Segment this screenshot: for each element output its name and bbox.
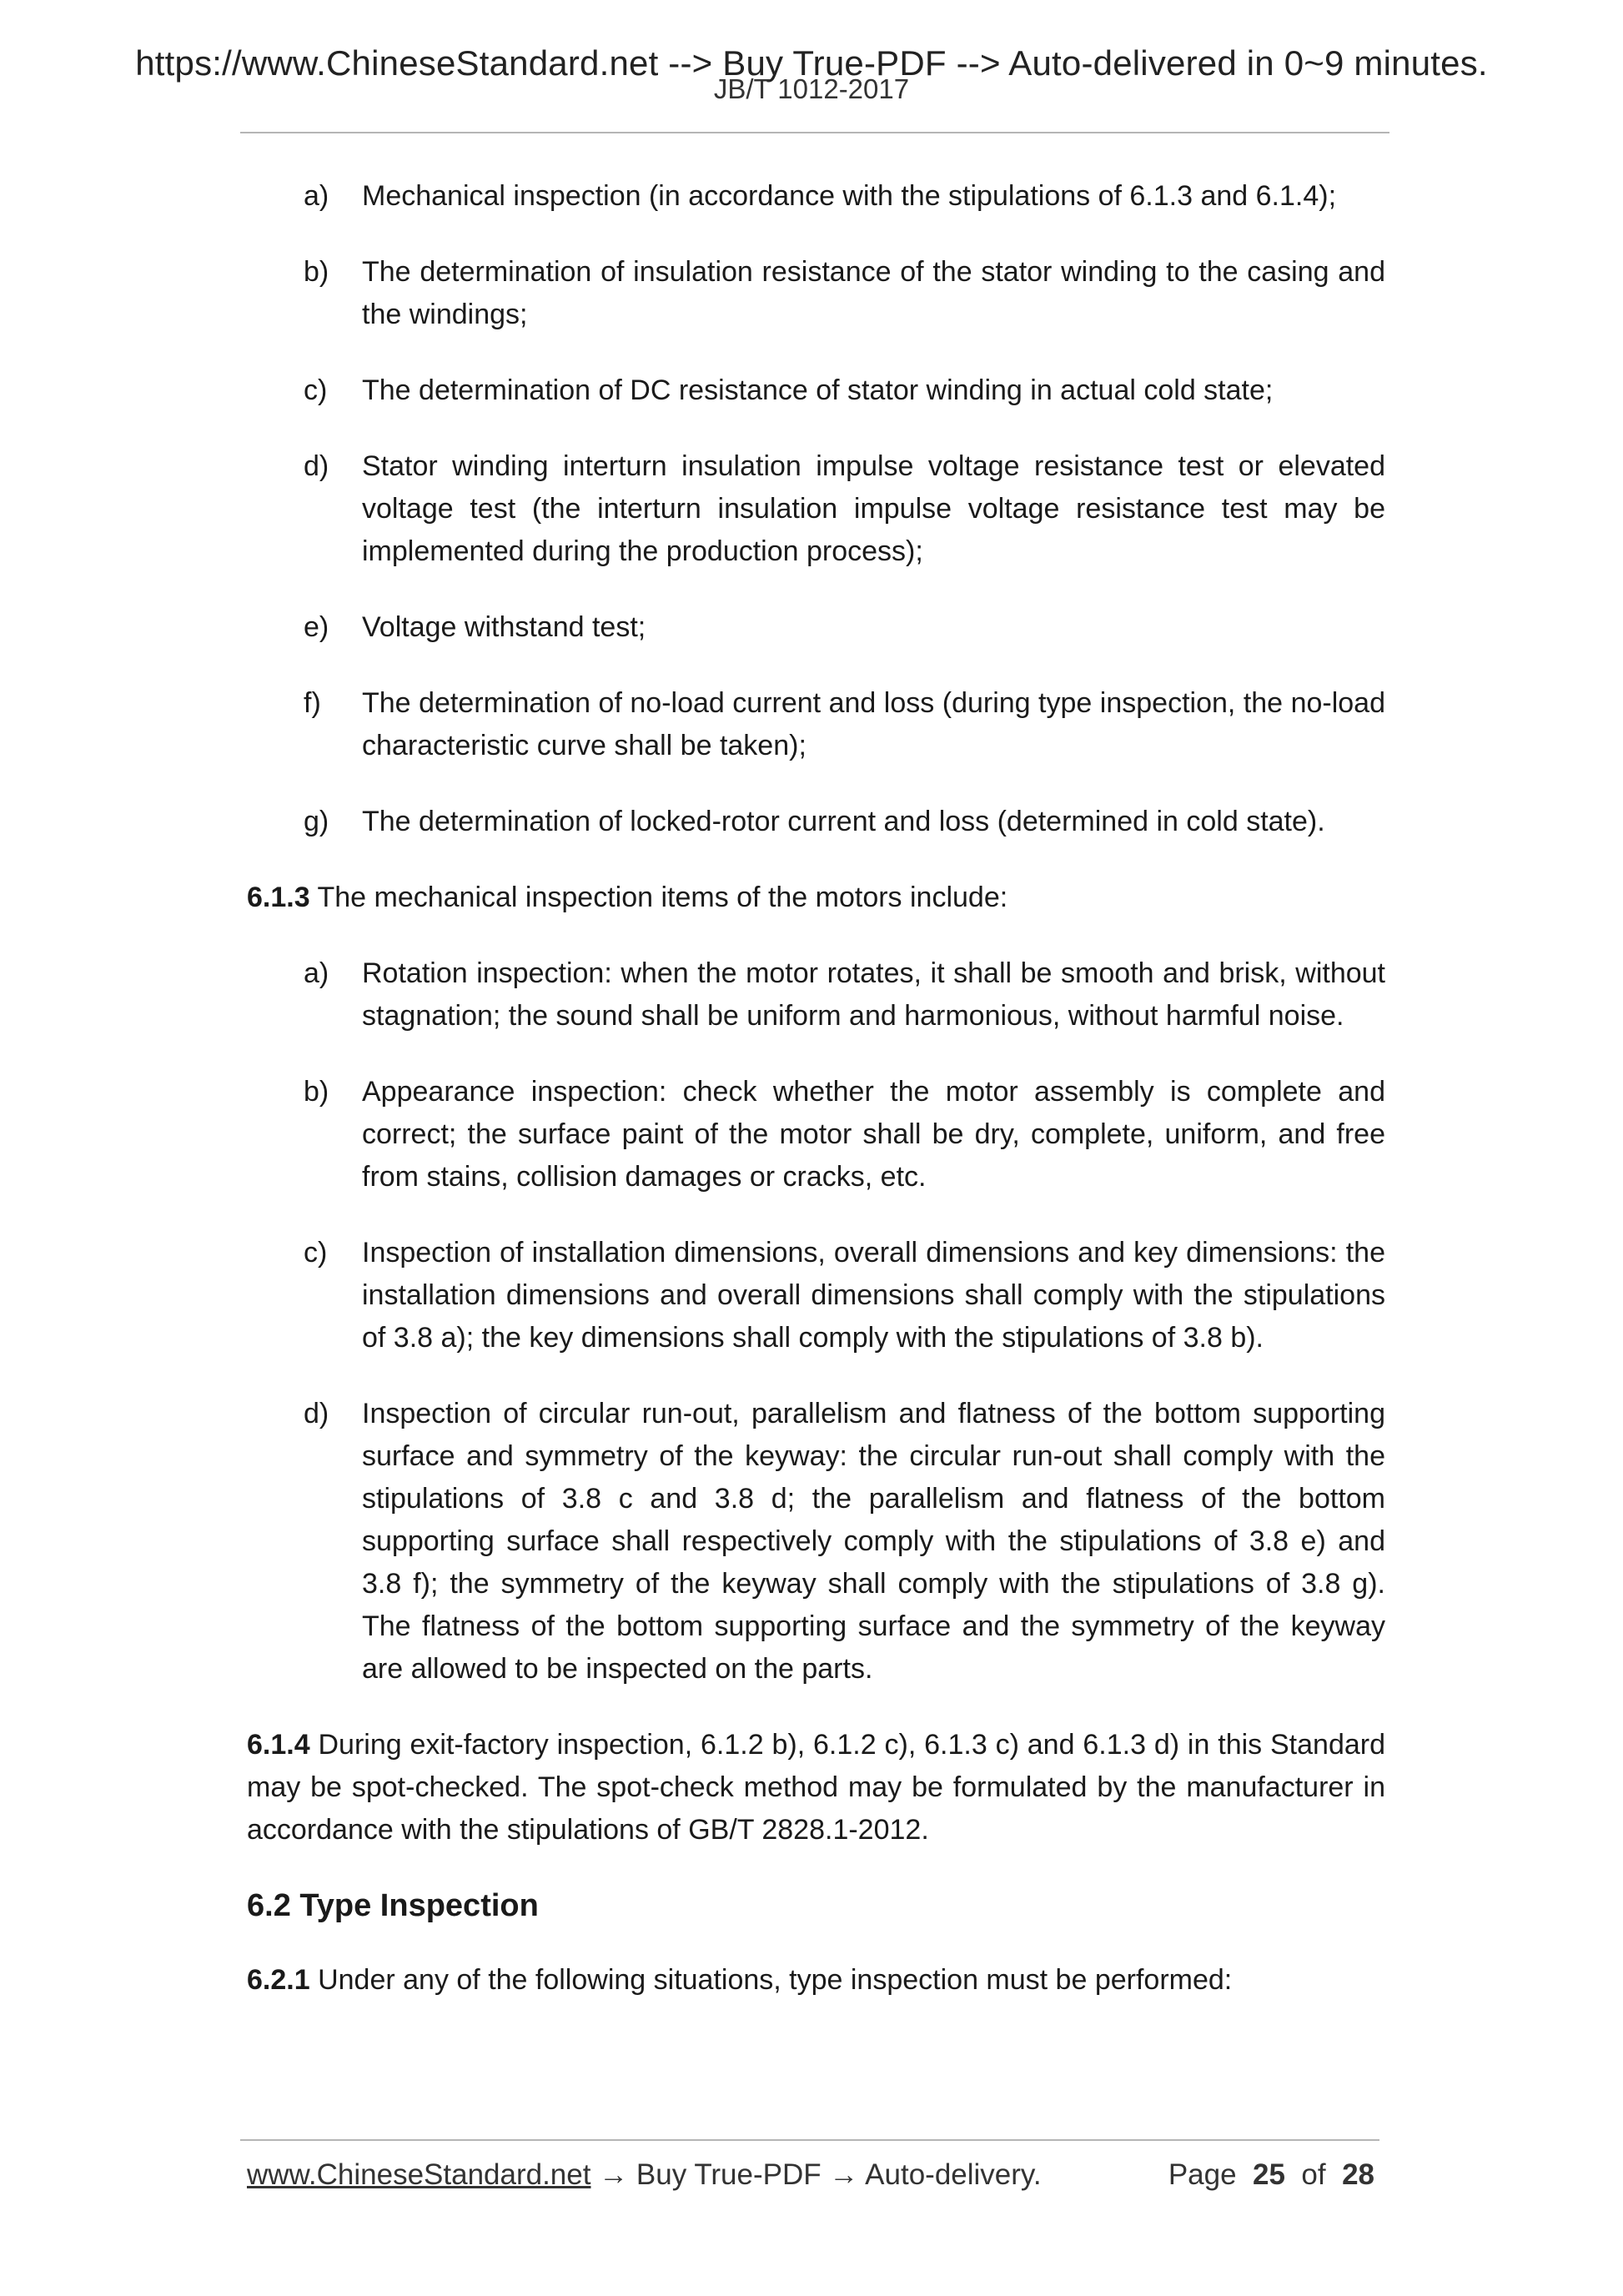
list-marker: g) <box>304 806 329 837</box>
list-item-text: The determination of locked-rotor current and loss (determined in cold state). <box>362 806 1325 837</box>
total-pages: 28 <box>1342 2158 1374 2191</box>
list-item <box>247 445 1385 573</box>
list-item <box>247 175 1385 218</box>
list-item <box>247 952 1385 1037</box>
list-item-text: Rotation inspection: when the motor rotates, it shall be smooth and brisk, without stagnation; the sound shall be uniform and harmonious, without harmful noise. <box>362 957 1385 1032</box>
list-item-text: Stator winding interturn insulation impulse voltage resistance test or elevated voltage test (the interturn insulation impulse voltage resistance test may be implemented during the production process); <box>362 450 1385 567</box>
clause-6-1-4 <box>247 1724 1385 1851</box>
footer-tagline: → Buy True-PDF → Auto-delivery. <box>590 2158 1042 2191</box>
page-label: Page <box>1168 2158 1237 2191</box>
page-body <box>247 175 1385 2035</box>
mechanical-inspection-list <box>247 952 1385 1691</box>
list-marker: d) <box>304 1398 329 1429</box>
list-marker: e) <box>304 611 329 643</box>
list-marker: b) <box>304 256 329 288</box>
list-item <box>247 801 1385 843</box>
clause-text: During exit-factory inspection, 6.1.2 b), 6.1.2 c), 6.1.3 c) and 6.1.3 d) in this Standard may be spot-checked. The spot-check method may be formulated by the manufacturer in accordance with the stipulations of GB/T 2828.1-2012. <box>247 1729 1385 1846</box>
list-item <box>247 1232 1385 1359</box>
clause-number: 6.2.1 <box>247 1964 310 1996</box>
list-item <box>247 606 1385 649</box>
site-link[interactable]: www.ChineseStandard.net <box>247 2158 591 2191</box>
list-marker: d) <box>304 450 329 482</box>
list-item-text: Inspection of installation dimensions, overall dimensions and key dimensions: the installation dimensions and overall dimensions shall comply with the stipulations of 3.8 a); the key dimensions shall comply with the stipulations of 3.8 b). <box>362 1237 1385 1354</box>
source-banner: https://www.ChineseStandard.net --> Buy True-PDF --> Auto-delivered in 0~9 minutes. <box>135 43 1488 83</box>
header-divider <box>240 132 1389 133</box>
clause-6-1-3 <box>247 877 1385 919</box>
list-item-text: The determination of insulation resistance of the stator winding to the casing and the windings; <box>362 256 1385 330</box>
list-item-text: Voltage withstand test; <box>362 611 646 643</box>
list-item-text: The determination of no-load current and loss (during type inspection, the no-load characteristic curve shall be taken); <box>362 687 1385 761</box>
of-label: of <box>1301 2158 1326 2191</box>
list-item <box>247 369 1385 412</box>
clause-6-2-1 <box>247 1959 1385 2002</box>
clause-number: 6.1.4 <box>247 1729 310 1761</box>
clause-number: 6.1.3 <box>247 882 310 913</box>
list-marker: c) <box>304 374 328 406</box>
list-marker: c) <box>304 1237 328 1269</box>
list-item-text: Inspection of circular run-out, parallelism and flatness of the bottom supporting surface and symmetry of the keyway: the circular run-out shall comply with the stipulations of 3.8 c and 3.8 d; the parallelism and flatness of the bottom supporting surface shall respectively comply with the stipulations of 3.8 e) and 3.8 f); the symmetry of the keyway shall comply with the stipulations of 3.8 g). The flatness of the bottom supporting surface and the symmetry of the keyway are allowed to be inspected on the parts. <box>362 1398 1385 1685</box>
section-heading: 6.2 Type Inspection <box>247 1888 539 1923</box>
list-marker: a) <box>304 180 329 212</box>
clause-text: The mechanical inspection items of the motors include: <box>309 882 1008 913</box>
list-item-text: Mechanical inspection (in accordance with the stipulations of 6.1.3 and 6.1.4); <box>362 180 1337 212</box>
list-item <box>247 1393 1385 1691</box>
list-item <box>247 682 1385 767</box>
inspection-items-list <box>247 175 1385 843</box>
page-indicator <box>1168 2158 1374 2192</box>
list-marker: f) <box>304 687 321 719</box>
page-number: 25 <box>1253 2158 1285 2191</box>
list-item-text: The determination of DC resistance of stator winding in actual cold state; <box>362 374 1274 406</box>
standard-code: JB/T 1012-2017 <box>713 73 910 104</box>
list-item <box>247 1071 1385 1198</box>
page-footer <box>247 2158 1381 2192</box>
list-item <box>247 251 1385 336</box>
list-marker: a) <box>304 957 329 989</box>
list-marker: b) <box>304 1076 329 1108</box>
list-item-text: Appearance inspection: check whether the motor assembly is complete and correct; the surface paint of the motor shall be dry, complete, uniform, and free from stains, collision damages or cracks, etc. <box>362 1076 1385 1193</box>
clause-text: Under any of the following situations, type inspection must be performed: <box>309 1964 1233 1996</box>
footer-divider <box>240 2139 1379 2141</box>
